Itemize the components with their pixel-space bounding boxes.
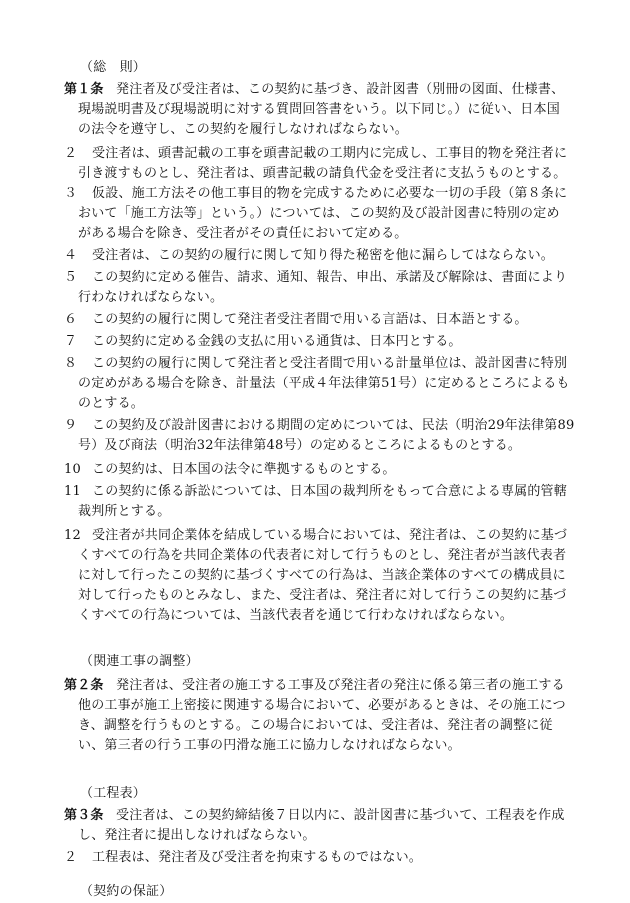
list-item [64,332,462,352]
list-item [64,526,567,546]
list-item [64,354,567,374]
article-line: き、調整を行うものとする。この場合においては、受注者は、発注者の調整に従 [78,718,553,733]
item-line: 行わなければならない。 [78,290,224,305]
list-item [64,310,528,330]
item-number: ３ [64,186,78,201]
item-number: 11 [64,484,81,499]
item-text: この契約の履行に関して発注者受注者間で用いる言語は、日本語とする。 [92,312,528,327]
article-line: の法令を遵守し、この契約を履行しなければならない。 [78,122,409,137]
item-line: くすべての行為を共同企業体の代表者に対して行うものとし、発注者が当該代表者 [78,548,567,563]
item-text: 受注者が共同企業体を結成している場合においては、発注者は、この契約に基づ [92,528,568,543]
item-number: ７ [64,334,78,349]
item-number: 12 [64,528,81,543]
item-line: の定めがある場合を除き、計量法（平成４年法律第51号）に定めるところによるも [78,376,570,391]
article-line: い、第三者の行う工事の円滑な施工に協力しなければならない。 [78,738,461,753]
item-line: 裁判所とする。 [78,504,171,519]
item-text: この契約に係る訴訟については、日本国の裁判所をもって合意による専属的管轄 [92,484,567,499]
list-item [64,184,567,204]
item-text: 受注者は、頭書記載の工事を頭書記載の工期内に完成し、工事目的物を発注者に [92,146,568,161]
article-line: 現場説明書及び現場説明に対する質問回答書をいう。以下同じ。）に従い、日本国 [78,102,560,117]
item-line: 号）及び商法（明治32年法律第48号）の定めるところによるものとする。 [78,438,522,453]
list-item [64,848,422,868]
article-text: 発注者及び受注者は、この契約に基づき、設計図書（別冊の図面、仕様書、 [116,82,565,97]
section-heading: （契約の保証） [80,884,173,899]
item-number: ２ [64,850,78,865]
item-text: この契約に定める金銭の支払に用いる通貨は、日本円とする。 [92,334,462,349]
item-text: 受注者は、この契約の履行に関して知り得た秘密を他に漏らしてはならない。 [92,248,555,263]
list-item [64,460,396,480]
list-item [64,482,567,502]
item-line: おいて「施工方法等」という。）については、この契約及び設計図書に特別の定め [78,206,560,221]
item-number: ６ [64,312,78,327]
list-item [64,144,567,164]
item-text: この契約及び設計図書における期間の定めについては、民法（明治29年法律第89 [92,418,575,433]
article-line: し、発注者に提出しなければならない。 [78,828,316,843]
item-line: に対して行ったこの契約に基づくすべての行為は、当該企業体のすべての構成員に [78,568,566,583]
article-text: 受注者は、この契約締結後７日以内に、設計図書に基づいて、工程表を作成 [116,808,565,823]
section-heading: （工程表） [80,786,147,801]
item-line: がある場合を除き、受注者がその責任において定める。 [78,226,408,241]
article-line [64,676,565,696]
list-item [64,268,567,288]
item-line: 対して行ったものとみなし、また、受注者は、発注者に対して行うこの契約に基づ [78,588,567,603]
article-text: 発注者は、受注者の施工する工事及び発注者の発注に係る第三者の施工する [116,678,565,693]
item-number: ２ [64,146,78,161]
item-line: くすべての行為については、当該代表者を通じて行わなければならない。 [78,608,514,623]
item-number: ９ [64,418,78,433]
item-number: 10 [64,462,81,477]
article-line: 他の工事が施工上密接に関連する場合において、必要があるときは、その施工につ [78,698,566,713]
item-text: この契約の履行に関して発注者と受注者間で用いる計量単位は、設計図書に特別 [92,356,568,371]
section-heading: （関連工事の調整） [80,654,199,669]
section-heading: （総 則） [80,60,147,75]
article-line [64,806,565,826]
list-item [64,246,554,266]
article-label: 第３条 [64,808,104,823]
article-label: 第１条 [64,82,104,97]
item-text: この契約は、日本国の法令に準拠するものとする。 [92,462,396,477]
article-line [64,80,564,100]
item-line: のとする。 [78,396,145,411]
item-text: 工程表は、発注者及び受注者を拘束するものではない。 [92,850,423,865]
list-item [64,416,574,436]
item-number: ８ [64,356,78,371]
item-number: ５ [64,270,78,285]
item-text: この契約に定める催告、請求、通知、報告、申出、承諾及び解除は、書面により [92,270,568,285]
item-line: 引き渡すものとし、発注者は、頭書記載の請負代金を受注者に支払うものとする。 [78,166,567,181]
article-label: 第２条 [64,678,104,693]
item-text: 仮設、施工方法その他工事目的物を完成するために必要な一切の手段（第８条に [92,186,568,201]
item-number: ４ [64,248,78,263]
